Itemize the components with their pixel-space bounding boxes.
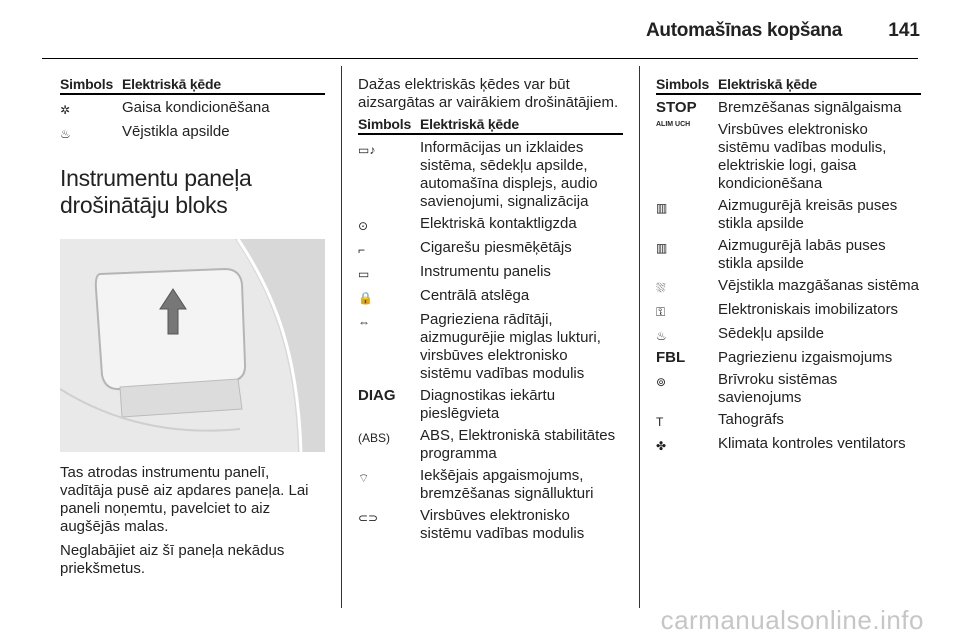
- circuit-description: Diagnostikas iekārtu pieslēgvieta: [420, 387, 556, 422]
- seat-heater-icon: ♨: [656, 329, 667, 343]
- circuit-description: Bremzēšanas signālgaisma: [718, 99, 902, 116]
- fbl-text: FBL: [656, 349, 686, 366]
- table-row: [358, 467, 623, 503]
- section-title-line-1: Instrumentu paneļa: [60, 165, 252, 191]
- fuse-box-illustration: [60, 239, 325, 452]
- table-row: [358, 215, 623, 235]
- circuit-description: Aizmugurējā labās puses stikla apsilde: [718, 237, 886, 272]
- instrument-panel-icon: ▭: [358, 267, 370, 281]
- stop-text: STOP: [656, 99, 697, 116]
- paragraph-warning: Neglabājiet aiz šī paneļa nekādus priekšmetus.: [60, 542, 285, 577]
- fan-icon: ✲: [60, 103, 71, 117]
- header-title: Automašīnas kopšana: [646, 20, 842, 41]
- circuit-description: Virsbūves elektronisko sistēmu vadības modulis: [420, 507, 585, 542]
- circuit-description: Virsbūves elektronisko sistēmu vadības modulis, elektriskie logi, gaisa kondicionēšana: [718, 121, 887, 192]
- rear-right-heater-icon: ▥: [656, 241, 668, 255]
- table-row: [656, 325, 921, 345]
- table-row: [656, 277, 921, 297]
- table-row: [358, 427, 623, 463]
- circuit-description: Aizmugurējā kreisās puses stikla apsilde: [718, 197, 898, 232]
- header-rule: [42, 58, 918, 59]
- table-row: [358, 139, 623, 211]
- table-header: [358, 112, 623, 135]
- circuit-description: Informācijas un izklaides sistēma, sēdekļu apsilde, automašīna displejs, audio savienojumi, signalizācija: [420, 139, 598, 210]
- table-row: [358, 239, 623, 259]
- dashboard-panel-drawing: [60, 239, 325, 452]
- table-row: [656, 435, 921, 455]
- watermark: carmanualsonline.info: [660, 605, 924, 635]
- page-header: [0, 0, 960, 60]
- circuit-description: Klimata kontroles ventilators: [718, 435, 906, 452]
- fuse-table-3: [656, 99, 921, 455]
- table-row: [60, 123, 325, 143]
- diag-text: DIAG: [358, 387, 396, 404]
- circuit-description: Pagriezienu izgaismojums: [718, 349, 893, 366]
- rear-left-heater-icon: ▥: [656, 201, 668, 215]
- table-header: [60, 66, 325, 95]
- circuit-description: Gaisa kondicionēšana: [122, 99, 270, 116]
- table-row: [656, 301, 921, 321]
- table-row: [656, 99, 921, 117]
- table-row: [656, 349, 921, 367]
- table-row: [656, 197, 921, 233]
- table-row: [656, 121, 921, 193]
- table-row: [656, 411, 921, 431]
- header-symbol: Simbols: [358, 116, 412, 132]
- fuse-table-1: [60, 99, 325, 143]
- infotainment-icon: ▭♪: [358, 143, 376, 157]
- washer-icon: ⛆: [656, 281, 666, 295]
- section-title: [60, 165, 325, 219]
- circuit-description: Brīvroku sistēmas savienojums: [718, 371, 838, 406]
- header-symbol: Simbols: [60, 76, 114, 92]
- section-title-line-2: drošinātāju bloks: [60, 192, 228, 218]
- table-row: [358, 311, 623, 383]
- power-outlet-icon: ⊙: [358, 219, 369, 233]
- circuit-description: Iekšējais apgaismojums, bremzēšanas signāllukturi: [420, 467, 594, 502]
- turn-signal-icon: ⇔: [358, 315, 370, 329]
- windshield-heater-icon: ♨: [60, 127, 71, 141]
- column-1: [60, 66, 325, 578]
- table-row: [358, 287, 623, 307]
- central-lock-icon: 🔒: [358, 291, 373, 305]
- fuse-table-2: [358, 139, 623, 543]
- paragraph-location: Tas atrodas instrumentu panelī, vadītāja pusē aiz apdares paneļa. Lai paneli noņemtu, pavelciet to aiz augšējās malas.: [60, 464, 309, 535]
- circuit-description: Vējstikla mazgāšanas sistēma: [718, 277, 919, 294]
- handsfree-icon: ⊚: [656, 375, 667, 389]
- immobilizer-icon: ⚿: [656, 305, 666, 319]
- circuit-description: Pagrieziena rādītāji, aizmugurējie miglas lukturi, virsbūves elektronisko sistēmu vadības modulis: [420, 311, 601, 382]
- intro-text: Dažas elektriskās ķēdes var būt aizsargātas ar vairākiem drošinātājiem.: [358, 76, 619, 111]
- climate-fan-icon: ✤: [656, 439, 667, 453]
- column-3: [656, 66, 921, 455]
- circuit-description: Sēdekļu apsilde: [718, 325, 824, 342]
- column-divider-2: [639, 66, 640, 608]
- header-symbol: Simbols: [656, 76, 710, 92]
- body-control-icon: ⊂⊃: [358, 511, 379, 525]
- table-row: [358, 263, 623, 283]
- table-row: [656, 371, 921, 407]
- interior-light-icon: ⌔: [358, 471, 370, 485]
- table-row: [656, 237, 921, 273]
- column-2: [358, 66, 623, 543]
- circuit-description: ABS, Elektroniskā stabilitātes programma: [420, 427, 616, 462]
- circuit-description: Centrālā atslēga: [420, 287, 530, 304]
- tachograph-icon: T: [656, 415, 664, 429]
- header-circuit: Elektriskā ķēde: [420, 116, 519, 132]
- circuit-description: Tahogrāfs: [718, 411, 784, 428]
- circuit-description: Cigarešu piesmēķētājs: [420, 239, 572, 256]
- page-number: 141: [888, 20, 920, 41]
- table-row: [60, 99, 325, 119]
- table-row: [358, 387, 623, 423]
- circuit-description: Elektroniskais imobilizators: [718, 301, 899, 318]
- table-row: [358, 507, 623, 543]
- table-header: [656, 66, 921, 95]
- circuit-description: Instrumentu panelis: [420, 263, 551, 280]
- alim-uch-text: ALIM UCH: [656, 121, 691, 128]
- circuit-description: Elektriskā kontaktligzda: [420, 215, 577, 232]
- circuit-description: Vējstikla apsilde: [122, 123, 230, 140]
- cigarette-lighter-icon: ⌐: [358, 243, 366, 257]
- header-circuit: Elektriskā ķēde: [122, 76, 221, 92]
- abs-icon: (ABS): [358, 431, 391, 445]
- column-divider-1: [341, 66, 342, 608]
- header-circuit: Elektriskā ķēde: [718, 76, 817, 92]
